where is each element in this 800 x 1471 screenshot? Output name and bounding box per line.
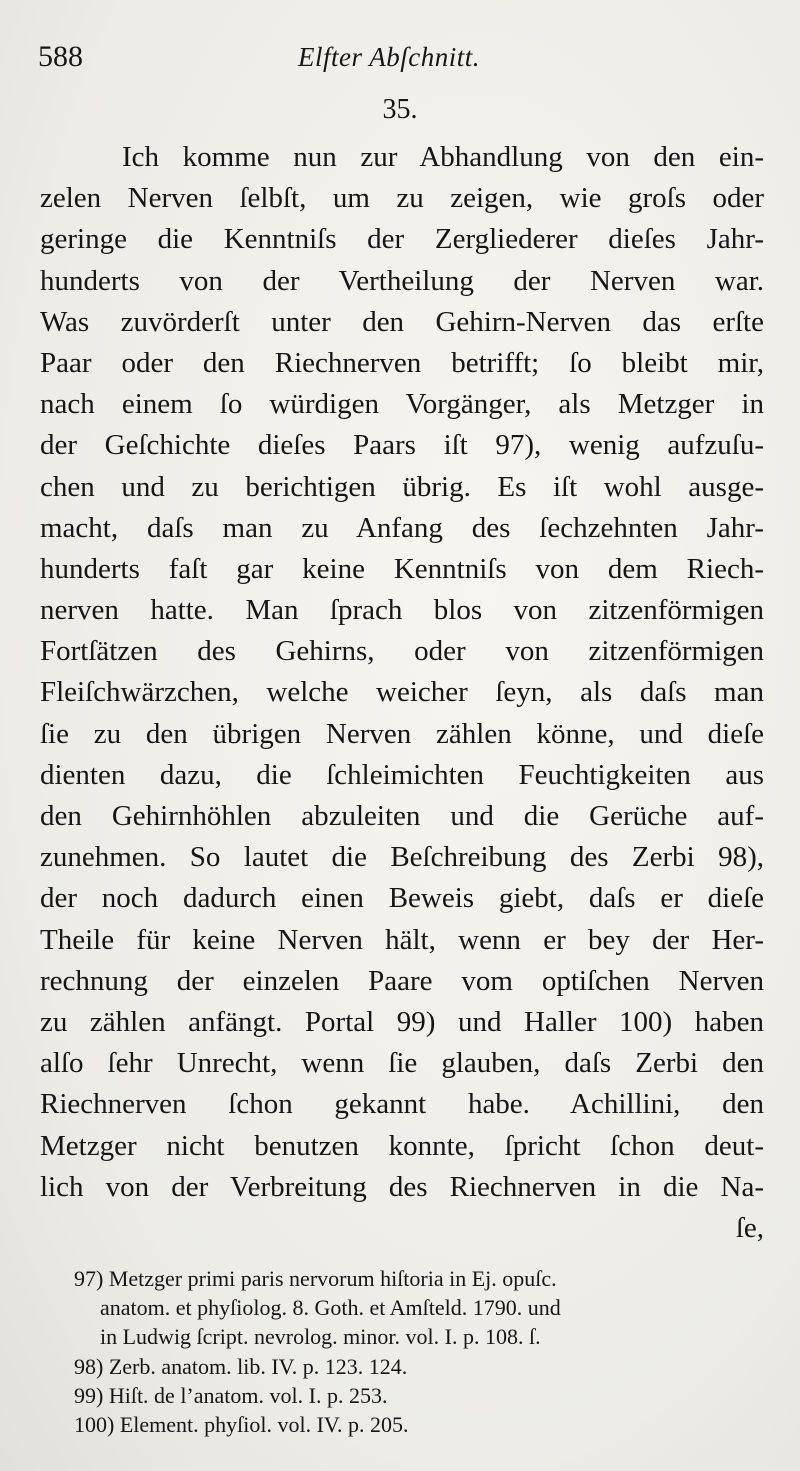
text-line: zelen Nerven ſelbſt, um zu zeigen, wie groſs oder <box>40 182 764 215</box>
text-line: lich von der Verbreitung des Riechnerven in die Na- <box>40 1170 764 1203</box>
text-line: Fleiſchwärzchen, welche weicher ſeyn, als daſs man <box>40 676 764 709</box>
body-text <box>40 137 764 1249</box>
footnote-100: 100) Element. phyſiol. vol. IV. p. 205. <box>74 1411 409 1437</box>
footnote-97-cont: in Ludwig ſcript. nevrolog. minor. vol. I. p. 108. ſ. <box>100 1324 541 1350</box>
text-line: den Gehirnhöhlen abzuleiten und die Gerüche auf- <box>40 800 764 832</box>
text-line: dienten dazu, die ſchleimichten Feuchtigkeiten aus <box>40 758 764 791</box>
footnotes <box>74 1264 764 1439</box>
text-line: Was zuvörderſt unter den Gehirn-Nerven das erſte <box>40 305 764 338</box>
text-line: nach einem ſo würdigen Vorgänger, als Metzger in <box>40 388 764 421</box>
text-line: alſo ſehr Unrecht, wenn ſie glauben, daſs Zerbi den <box>40 1047 764 1080</box>
text-line: Theile für keine Nerven hält, wenn er bey der Her- <box>40 923 764 956</box>
text-line: zu zählen anfängt. Portal 99) und Haller 100) haben <box>40 1005 764 1038</box>
text-line: Fortſätzen des Gehirns, oder von zitzenförmigen <box>40 635 764 668</box>
text-line: hunderts faſt gar keine Kenntniſs von dem Riech- <box>40 552 764 585</box>
section-number: 35. <box>382 94 418 125</box>
footnote-98: 98) Zerb. anatom. lib. IV. p. 123. 124. <box>74 1353 408 1379</box>
page-number: 588 <box>38 40 83 73</box>
footnote-97: 97) Metzger primi paris nervorum hiſtoria in Ej. opuſc. <box>74 1266 557 1291</box>
text-line: Paar oder den Riechnerven betrifft; ſo bleibt mir, <box>40 346 764 379</box>
text-line: chen und zu berichtigen übrig. Es iſt wohl ausge- <box>40 470 764 503</box>
text-line: geringe die Kenntniſs der Zergliederer dieſes Jahr- <box>40 223 764 256</box>
text-line: Ich komme nun zur Abhandlung von den ein- <box>122 141 764 173</box>
page-header <box>38 40 760 80</box>
text-line: zunehmen. So lautet die Beſchreibung des Zerbi 98), <box>40 841 764 874</box>
text-line: macht, daſs man zu Anfang des ſechzehnten Jahr- <box>40 511 764 544</box>
text-line: rechnung der einzelen Paare vom optiſchen Nerven <box>40 964 764 997</box>
text-line: Metzger nicht benutzen konnte, ſpricht ſchon deut- <box>40 1129 764 1162</box>
text-line: der Geſchichte dieſes Paars iſt 97), wenig aufzuſu- <box>40 429 764 462</box>
text-line: Riechnerven ſchon gekannt habe. Achillini, den <box>40 1088 764 1121</box>
text-line: der noch dadurch einen Beweis giebt, daſs er dieſe <box>40 882 764 915</box>
running-head: Elfter Abſchnitt. <box>298 42 480 72</box>
footnote-97-cont: anatom. et phyſiolog. 8. Goth. et Amſteld. 1790. und <box>100 1295 561 1321</box>
footnote-99: 99) Hiſt. de l’anatom. vol. I. p. 253. <box>74 1382 388 1408</box>
text-line: nerven hatte. Man ſprach blos von zitzenförmigen <box>40 594 764 627</box>
text-line: hunderts von der Vertheilung der Nerven war. <box>40 264 764 297</box>
text-line-catchword: ſe, <box>735 1211 764 1244</box>
text-line: ſie zu den übrigen Nerven zählen könne, und dieſe <box>40 717 764 750</box>
